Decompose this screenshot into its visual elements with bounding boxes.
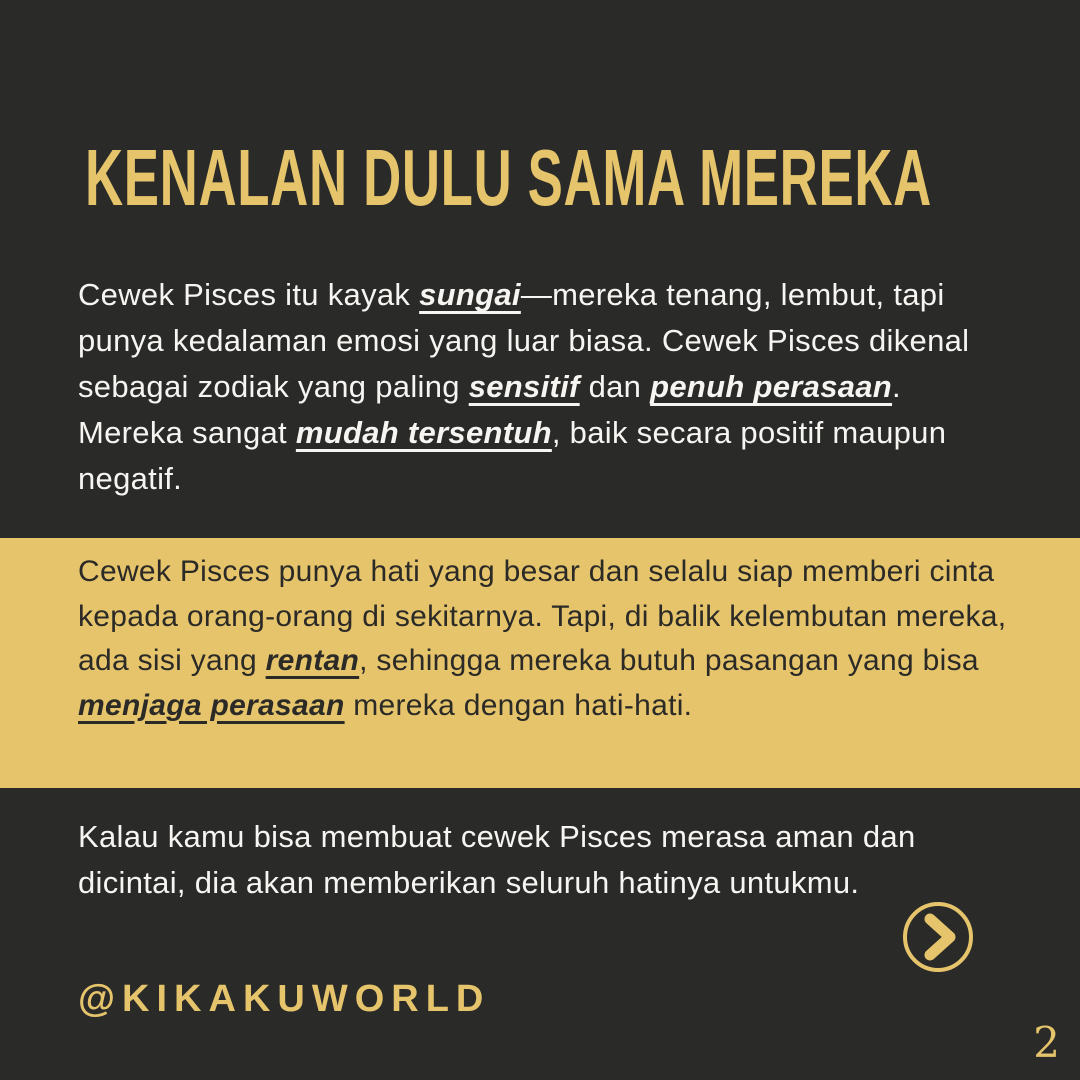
account-handle: @KIKAKUWORLD (78, 978, 491, 1020)
page-number: 2 (1033, 1018, 1060, 1067)
chevron-right-circle-icon (902, 901, 974, 973)
page-title: KENALAN DULU SAMA MEREKA (85, 133, 932, 222)
closing-paragraph: Kalau kamu bisa membuat cewek Pisces merasa aman dan dicintai, dia akan memberikan seluruh hatinya untukmu. (78, 819, 916, 900)
highlight-paragraph: Cewek Pisces punya hati yang besar dan selalu siap memberi cinta kepada orang-orang di sekitarnya. Tapi, di balik kelembutan mereka, ada sisi yang rentan, sehingga mereka butuh pasangan yang bisa menjaga perasaan mereka dengan hati-hati. (78, 555, 1007, 722)
next-slide-button[interactable] (902, 901, 974, 973)
intro-paragraph: Cewek Pisces itu kayak sungai—mereka tenang, lembut, tapi punya kedalaman emosi yang luar biasa. Cewek Pisces dikenal sebagai zodiak yang paling sensitif dan penuh perasaan. Mereka sangat mudah tersentuh, baik secara positif maupun negatif. (78, 277, 970, 496)
highlight-band (0, 538, 1080, 788)
